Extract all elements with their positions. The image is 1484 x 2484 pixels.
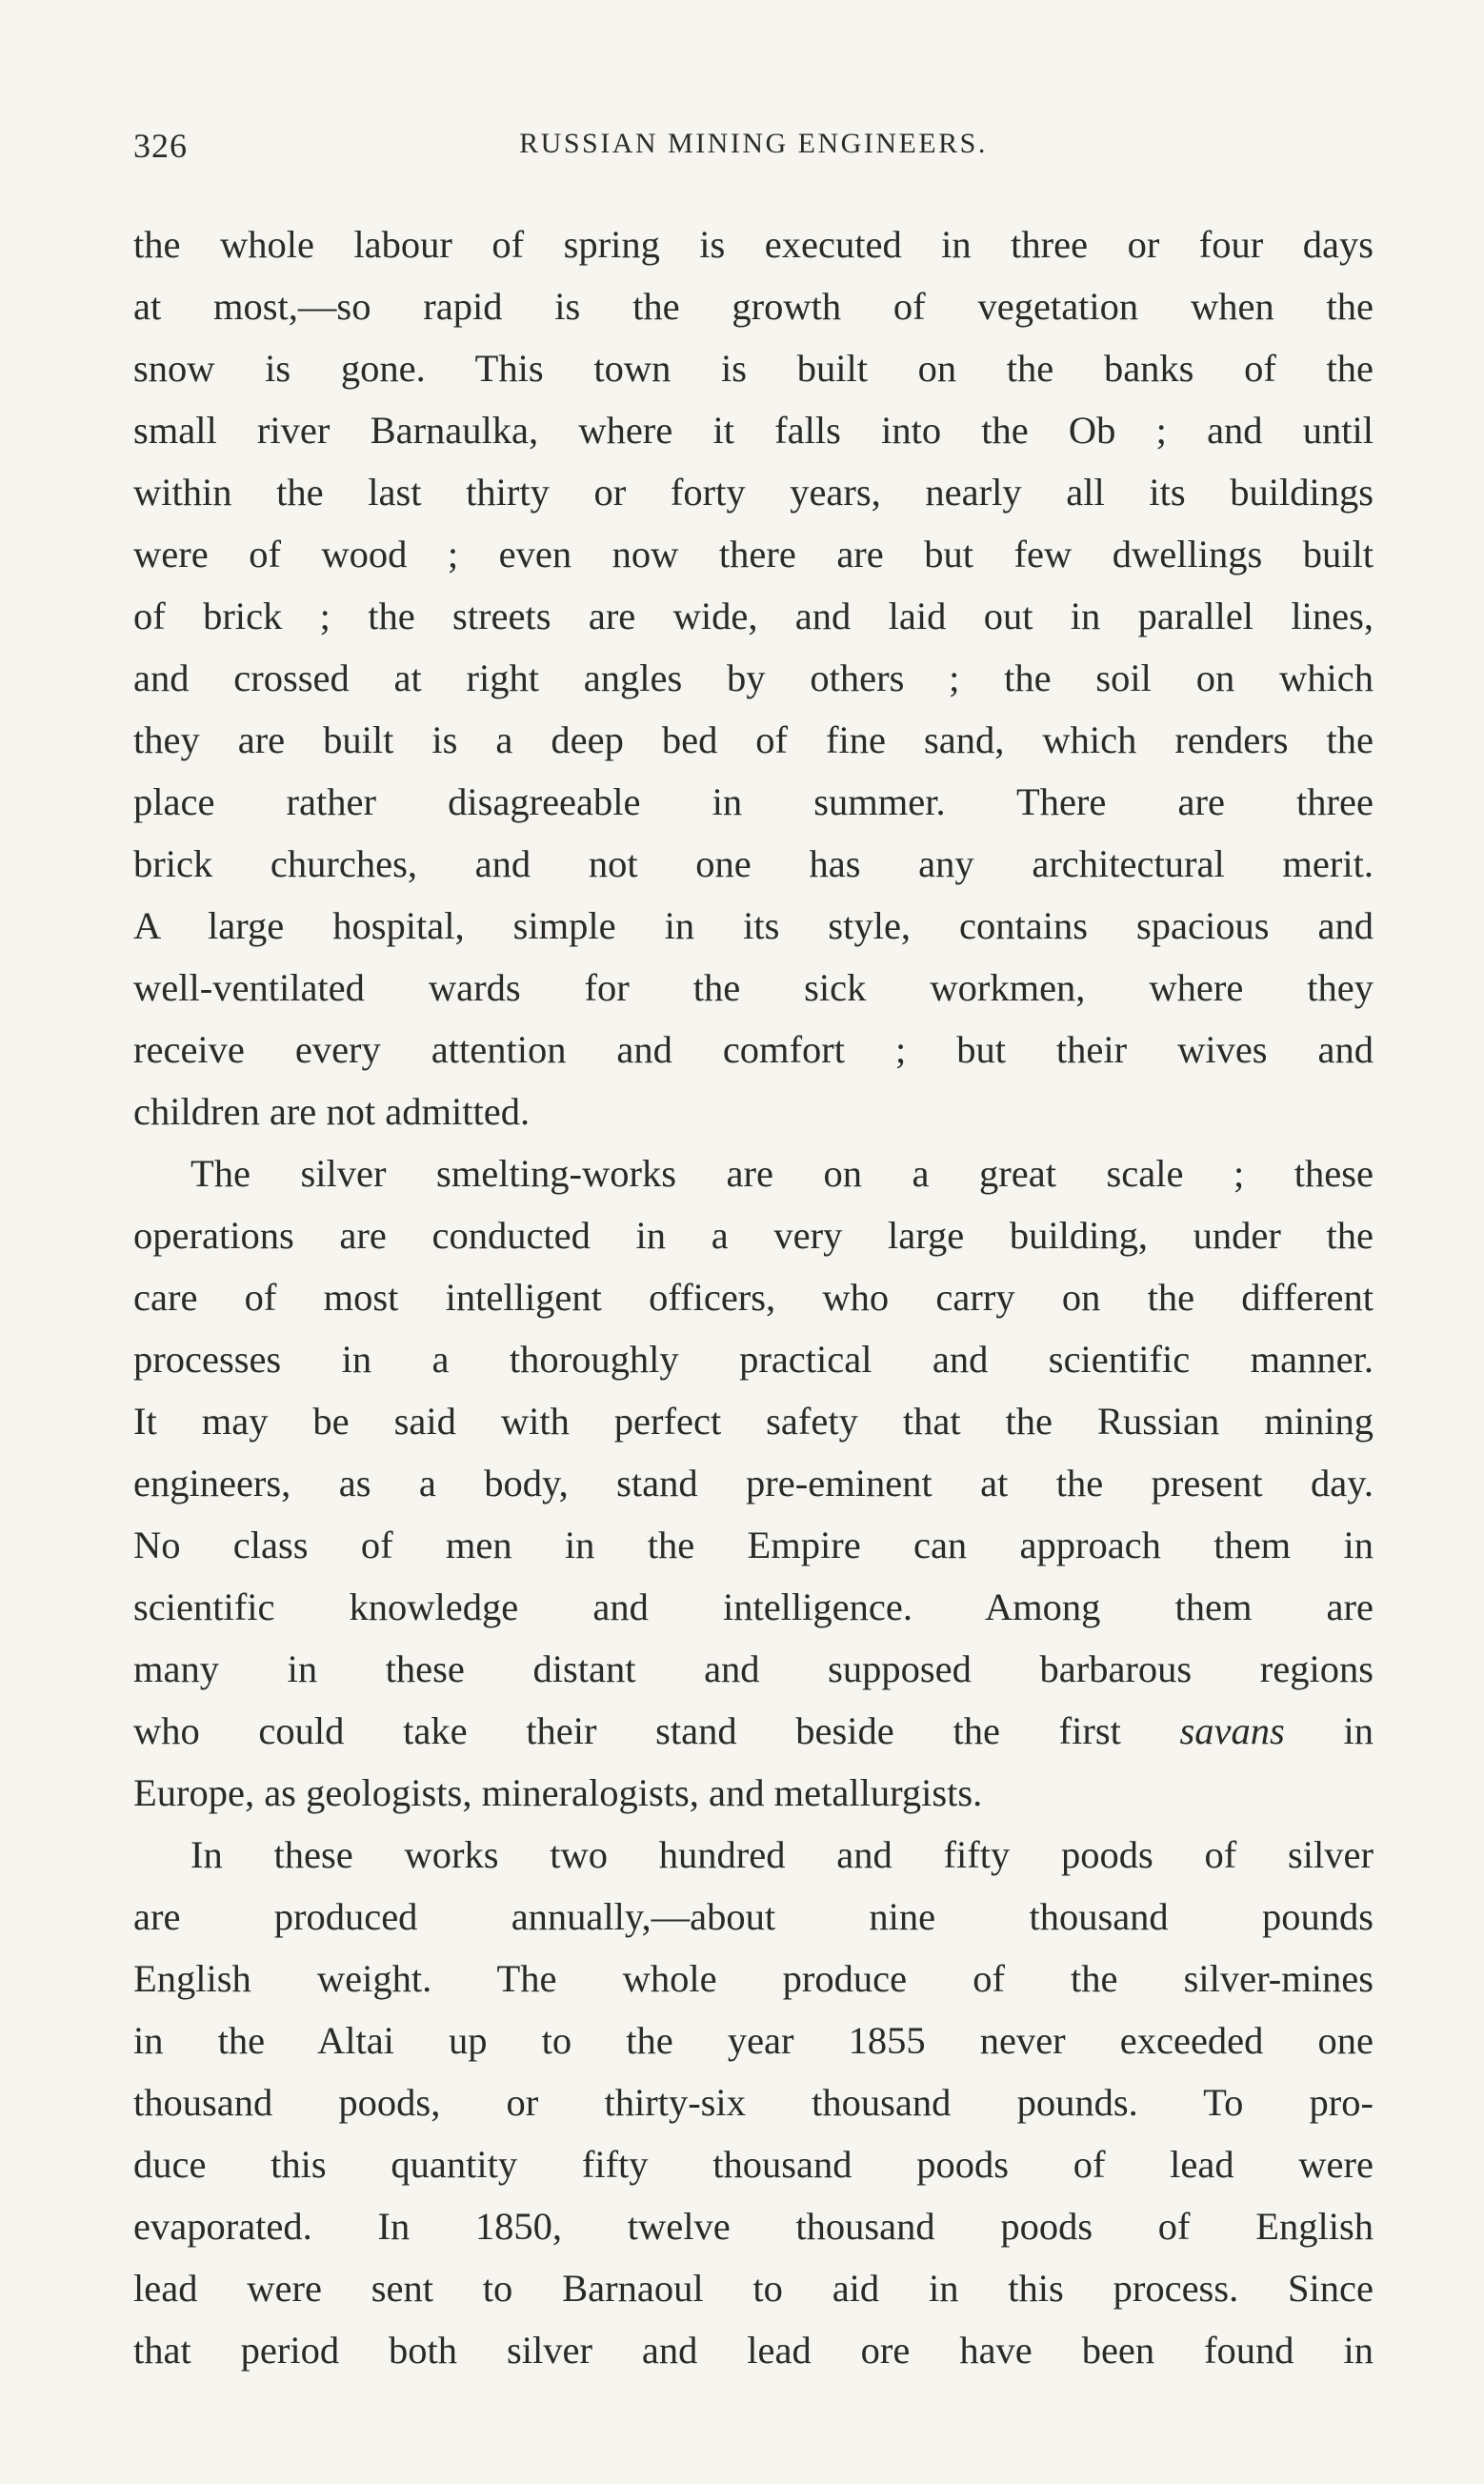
- running-head: RUSSIAN MINING ENGINEERS.: [519, 128, 988, 159]
- text-line: were of wood ; even now there are but few dwellings built: [133, 533, 1374, 576]
- text-segment: who could take their stand beside the first: [133, 1709, 1121, 1752]
- text-line: the whole labour of spring is executed in three or four days: [133, 223, 1374, 266]
- text-line: snow is gone. This town is built on the banks of the: [133, 347, 1374, 390]
- text-line: place rather disagreeable in summer. There are three: [133, 780, 1374, 823]
- text-line: scientific knowledge and intelligence. Among them are: [133, 1585, 1374, 1628]
- text-line: in the Altai up to the year 1855 never exceeded one: [133, 2019, 1374, 2062]
- text-line: that period both silver and lead ore have been found in: [133, 2329, 1374, 2372]
- text-segment: in: [1343, 1709, 1374, 1752]
- text-line: English weight. The whole produce of the silver-mines: [133, 1957, 1374, 2000]
- text-line: evaporated. In 1850, twelve thousand poods of English: [133, 2205, 1374, 2248]
- text-line: operations are conducted in a very large building, under the: [133, 1214, 1374, 1257]
- text-line: thousand poods, or thirty-six thousand pounds. To pro-: [133, 2081, 1374, 2124]
- text-line-with-italic: [133, 1700, 1374, 1762]
- text-line: care of most intelligent officers, who carry on the different: [133, 1276, 1374, 1319]
- text-line: It may be said with perfect safety that the Russian mining: [133, 1400, 1374, 1443]
- text-line: children are not admitted.: [133, 1090, 531, 1133]
- text-line: The silver smelting-works are on a great scale ; these: [191, 1152, 1374, 1195]
- text-line: lead were sent to Barnaoul to aid in this process. Since: [133, 2267, 1374, 2310]
- text-line: small river Barnaulka, where it falls into the Ob ; and until: [133, 409, 1374, 452]
- page-number: 326: [133, 127, 188, 165]
- text-line: processes in a thoroughly practical and scientific manner.: [133, 1338, 1374, 1381]
- text-line: are produced annually,—about nine thousand pounds: [133, 1895, 1374, 1938]
- text-line: receive every attention and comfort ; but their wives and: [133, 1028, 1374, 1071]
- text-line: of brick ; the streets are wide, and laid out in parallel lines,: [133, 595, 1374, 637]
- text-line: within the last thirty or forty years, nearly all its buildings: [133, 471, 1374, 514]
- text-line: duce this quantity fifty thousand poods of lead were: [133, 2143, 1374, 2186]
- italic-word: savans: [1179, 1709, 1285, 1752]
- text-line: A large hospital, simple in its style, contains spacious and: [133, 904, 1374, 947]
- text-line: they are built is a deep bed of fine sand, which renders the: [133, 718, 1374, 761]
- text-line: In these works two hundred and fifty poods of silver: [191, 1833, 1374, 1876]
- text-line: No class of men in the Empire can approach them in: [133, 1524, 1374, 1566]
- text-line: many in these distant and supposed barbarous regions: [133, 1647, 1374, 1690]
- text-line: Europe, as geologists, mineralogists, and metallurgists.: [133, 1771, 983, 1814]
- text-line: and crossed at right angles by others ; the soil on which: [133, 656, 1374, 699]
- page-header: [133, 126, 1374, 183]
- body-text: [133, 213, 1374, 2381]
- text-line: brick churches, and not one has any architectural merit.: [133, 842, 1374, 885]
- text-line: at most,—so rapid is the growth of vegetation when the: [133, 285, 1374, 328]
- text-line: engineers, as a body, stand pre-eminent at the present day.: [133, 1462, 1374, 1505]
- text-line: well-ventilated wards for the sick workmen, where they: [133, 966, 1374, 1009]
